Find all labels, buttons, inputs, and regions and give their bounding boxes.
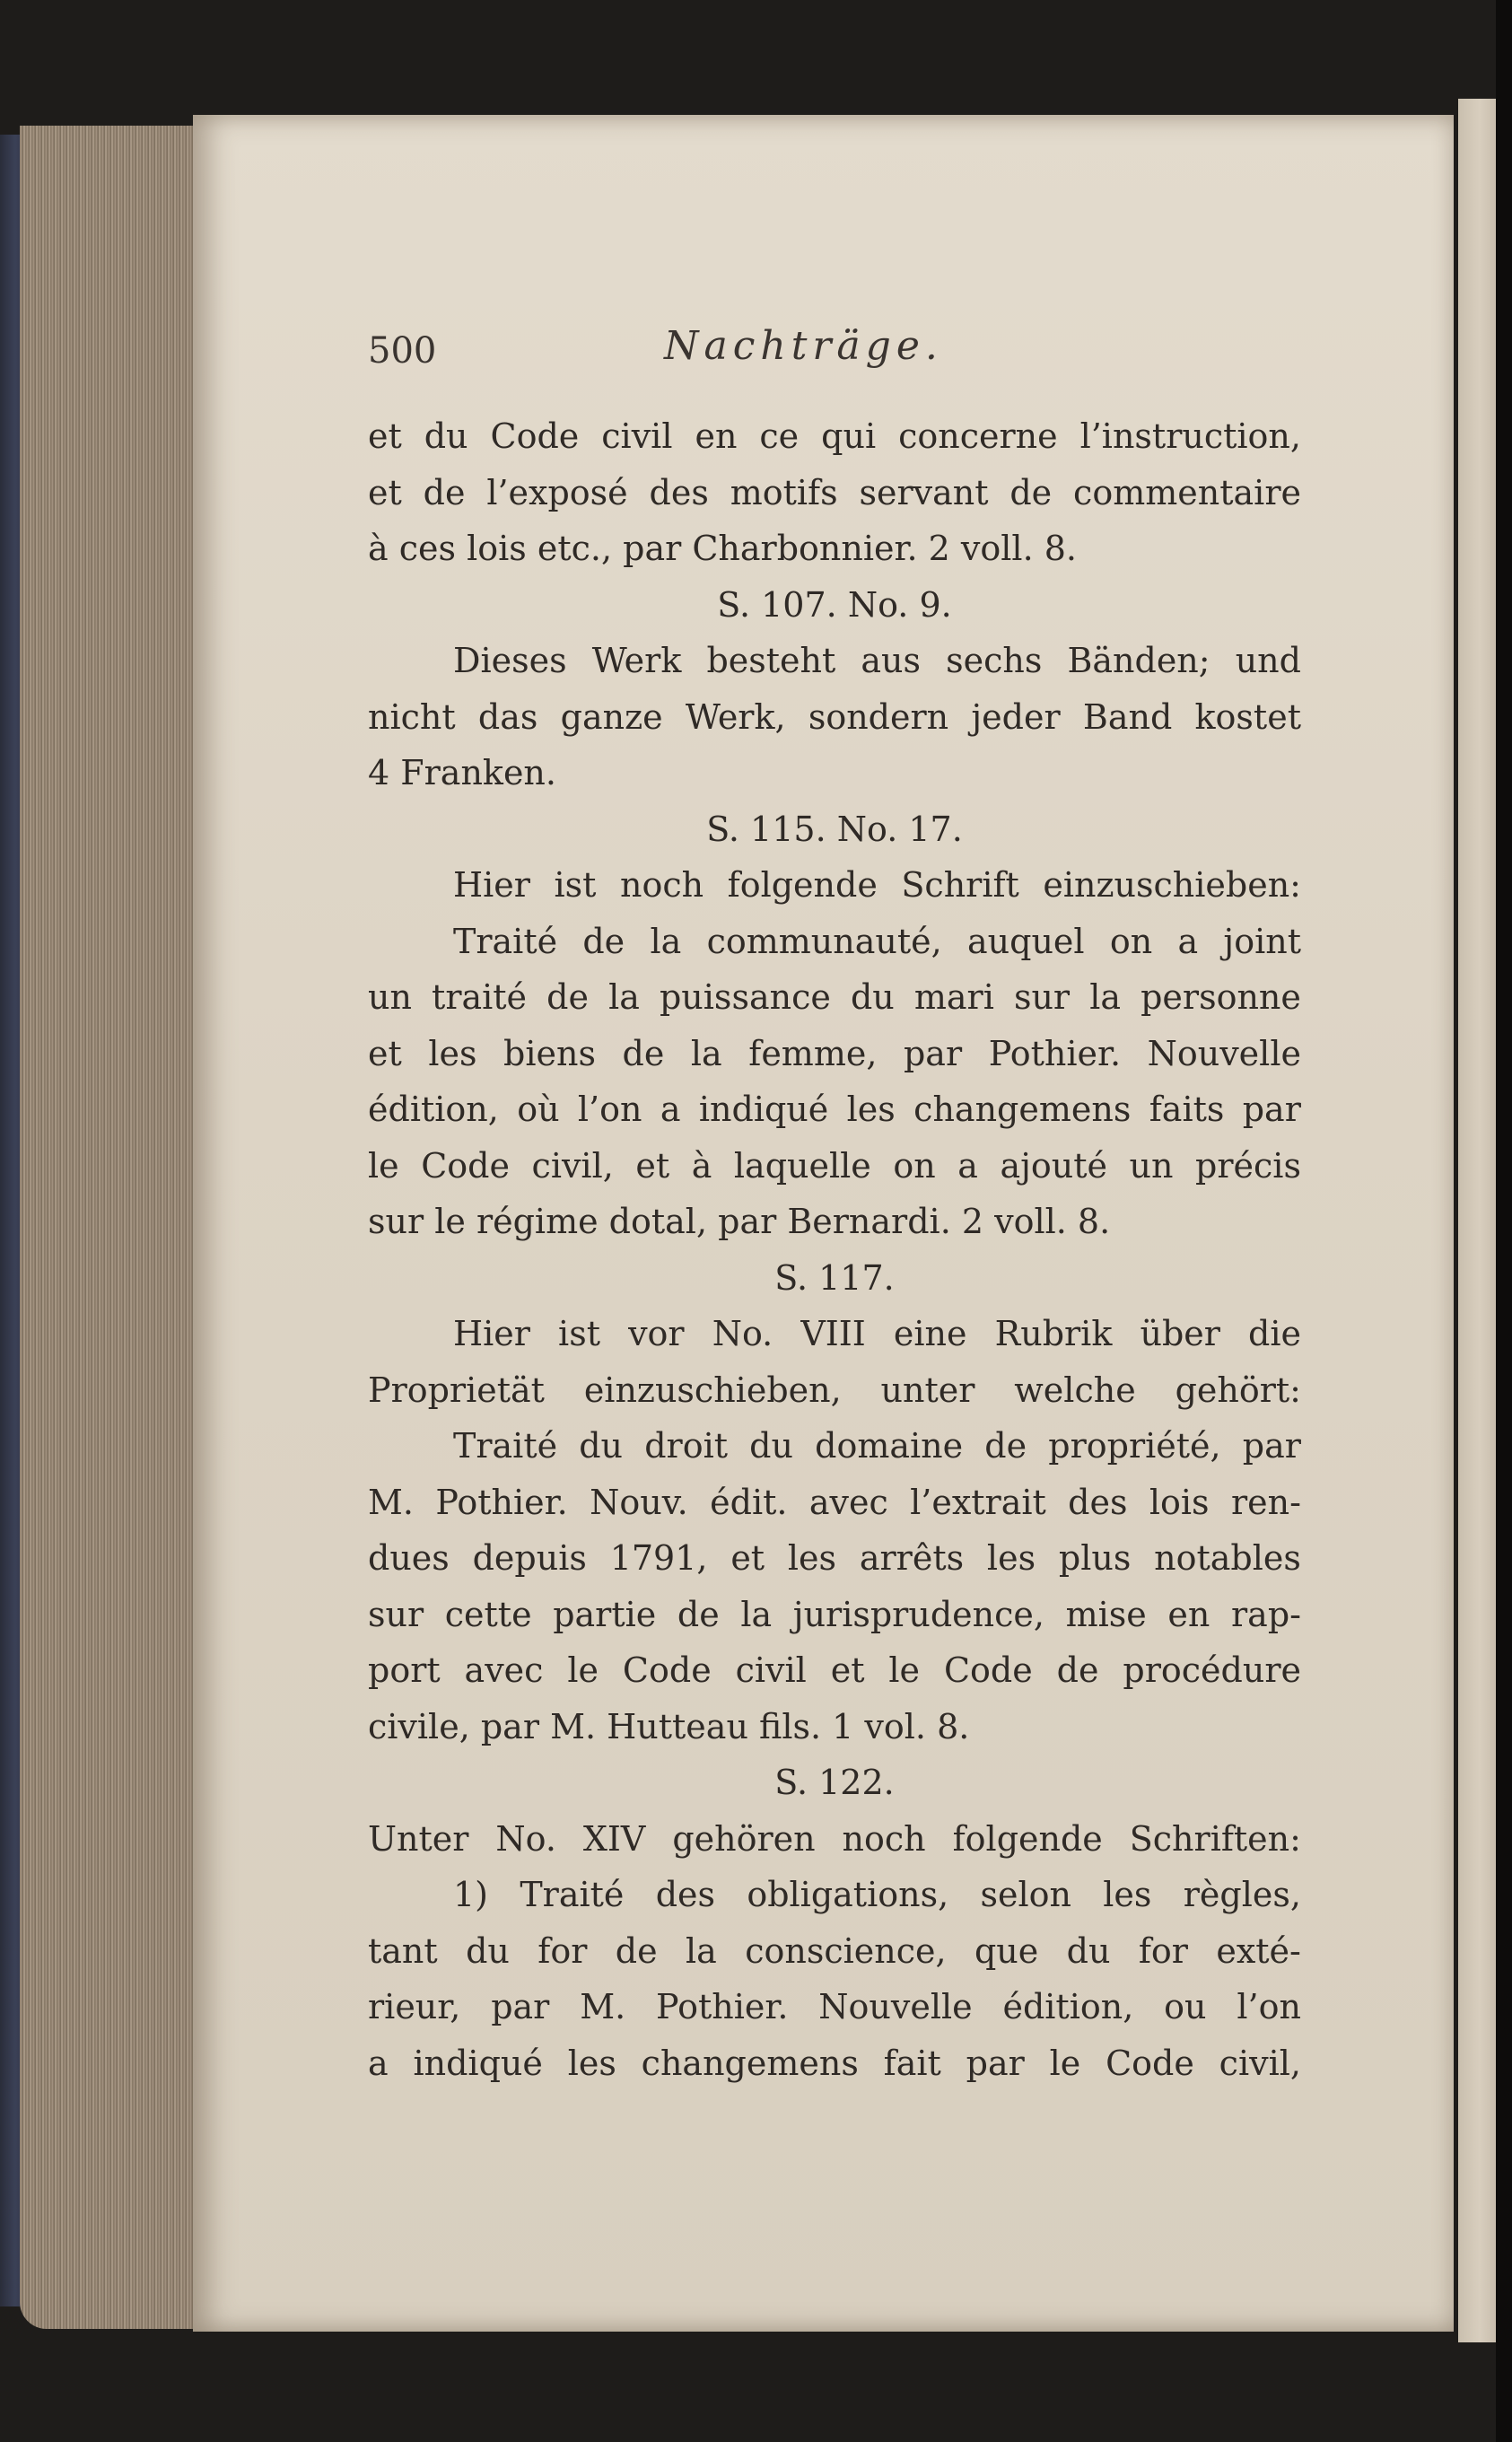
text-line: sur cette partie de la jurisprudence, mise en rap- <box>368 1594 1301 1634</box>
page-edges-left <box>20 126 199 2329</box>
text-line: un traité de la puissance du mari sur la personne <box>368 977 1301 1017</box>
text-line: Traité de la communauté, auquel on a joint <box>453 921 1301 961</box>
text-line: le Code civil, et à laquelle on a ajouté un précis <box>368 1145 1301 1186</box>
text-line: port avec le Code civil et le Code de procédure <box>368 1650 1301 1690</box>
text-line: Unter No. XIV gehören noch folgende Schriften: <box>368 1818 1301 1859</box>
text-line: civile, par M. Hutteau fils. 1 vol. 8. <box>368 1706 970 1746</box>
text-line: édition, où l’on a indiqué les changemens faits par <box>368 1090 1301 1129</box>
text-line: S. 115. No. 17. <box>706 809 963 849</box>
text-line: S. 107. No. 9. <box>717 584 952 625</box>
text-line: Proprietät einzuschieben, unter welche gehört: <box>368 1370 1301 1410</box>
text-line: 1) Traité des obligations, selon les règles, <box>453 1875 1301 1914</box>
body-text <box>368 408 1301 2091</box>
page-number: 500 <box>368 330 437 372</box>
running-head: Nachträge. <box>664 323 943 369</box>
text-line: S. 117. <box>774 1257 895 1298</box>
text-line: M. Pothier. Nouv. édit. avec l’extrait des lois ren- <box>368 1482 1301 1522</box>
text-line: et les biens de la femme, par Pothier. Nouvelle <box>368 1033 1301 1073</box>
text-line: S. 122. <box>774 1763 895 1802</box>
text-line: 4 Franken. <box>368 753 556 792</box>
text-line: tant du for de la conscience, que du for exté- <box>368 1930 1301 1971</box>
page-header <box>368 323 1355 386</box>
text-line: rieur, par M. Pothier. Nouvelle édition, ou l’on <box>368 1987 1301 2026</box>
text-line: sur le régime dotal, par Bernardi. 2 voll. 8. <box>368 1202 1111 1241</box>
text-line: Hier ist noch folgende Schrift einzuschieben: <box>453 865 1301 905</box>
text-line: et du Code civil en ce qui concerne l’instruction, <box>368 416 1301 456</box>
text-line: à ces lois etc., par Charbonnier. 2 voll. 8. <box>368 529 1077 568</box>
text-line: a indiqué les changemens fait par le Code civil, <box>368 2043 1301 2083</box>
text-line: Dieses Werk besteht aus sechs Bänden; und <box>453 641 1301 680</box>
text-line: nicht das ganze Werk, sondern jeder Band kostet <box>368 696 1301 737</box>
text-line: Hier ist vor No. VIII eine Rubrik über die <box>453 1314 1301 1353</box>
text-line: Traité du droit du domaine de propriété, par <box>453 1426 1301 1466</box>
book-cover-right <box>1496 0 1512 2442</box>
text-line: et de l’exposé des motifs servant de commentaire <box>368 472 1301 512</box>
text-line: dues depuis 1791, et les arrêts les plus notables <box>368 1538 1301 1578</box>
